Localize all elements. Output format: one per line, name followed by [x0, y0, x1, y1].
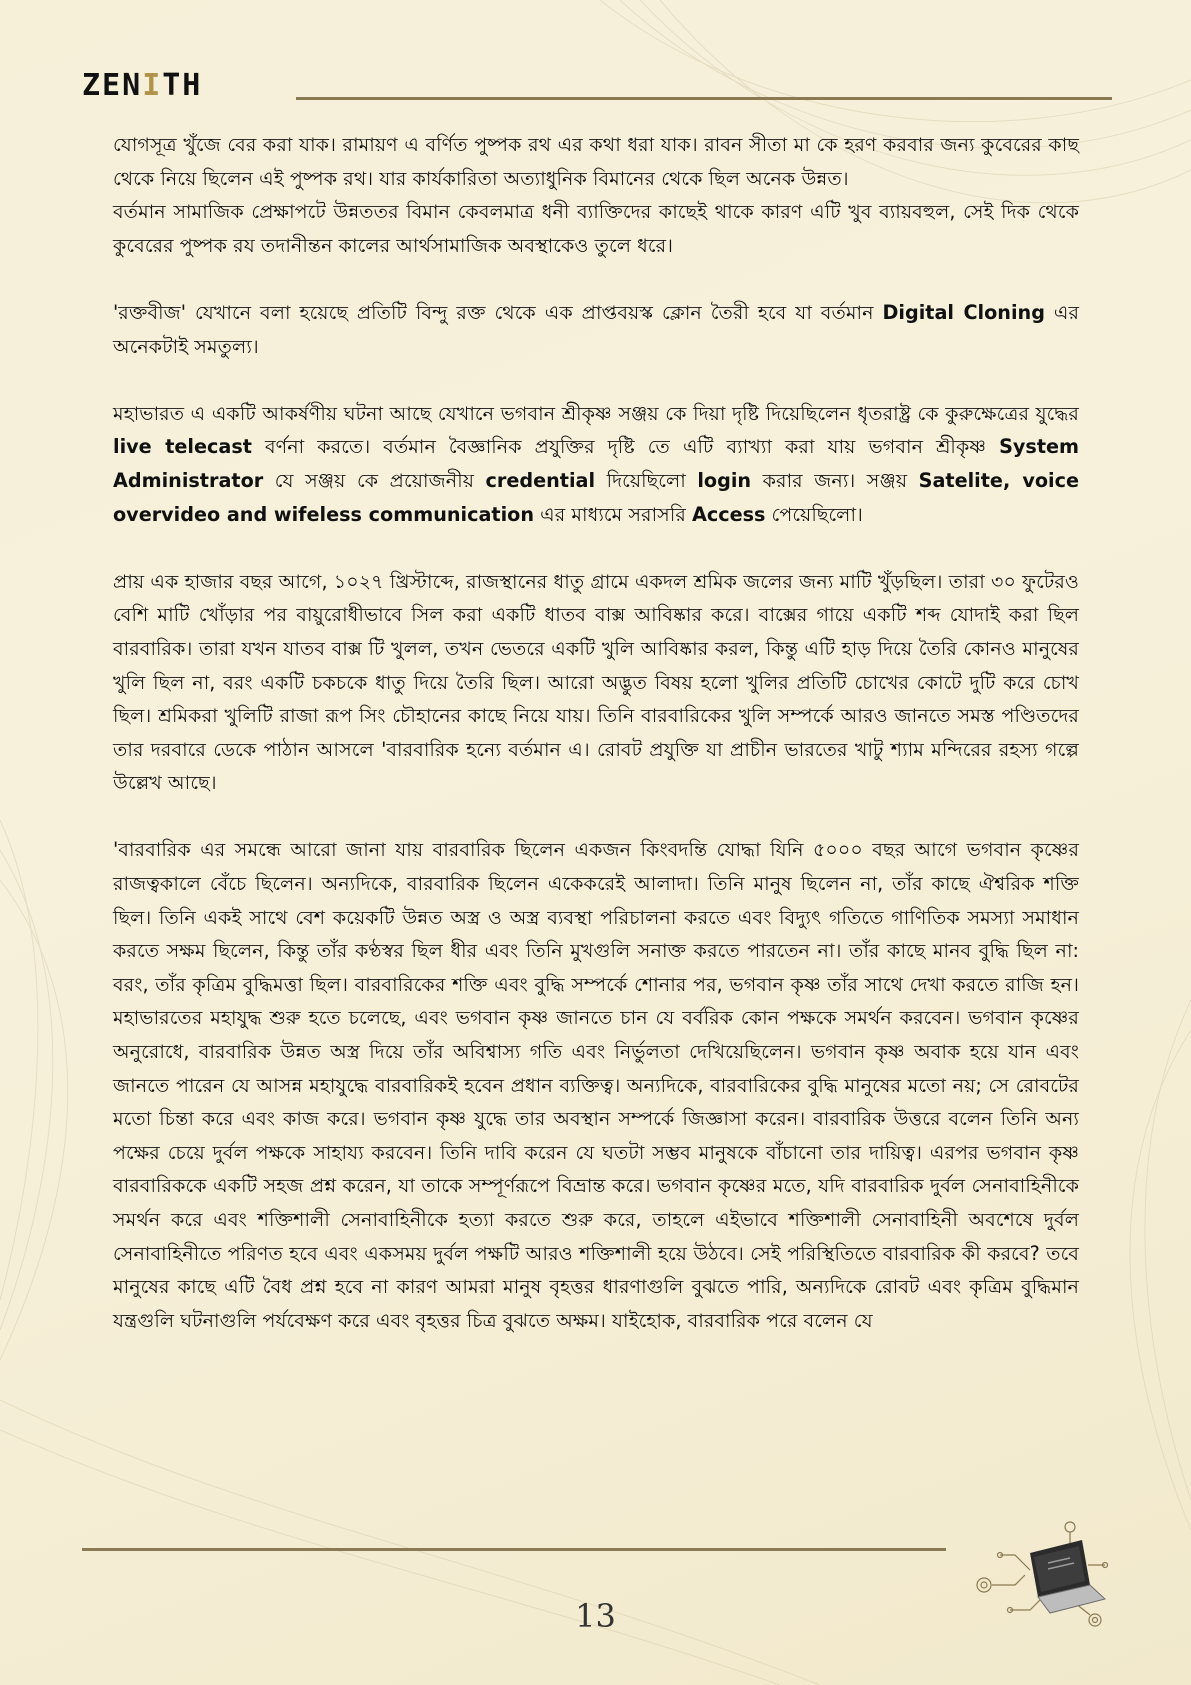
bold-term: System Administrator — [113, 435, 1080, 492]
bold-term: live telecast — [113, 435, 252, 459]
paragraph — [113, 195, 1079, 262]
text-run: যোগসূত্র খুঁজে বের করা যাক। রামায়ণ এ বর্ণিত পুষ্পক রথ এর কথা ধরা যাক। রাবন সীতা মা কে হরণ করবার জন্য কুবেরের কাছ থেকে নিয়ে ছিলেন এই পুষ্পক রথ। যার কার্যকারিতা অত্যাধুনিক বিমানের থেকে ছিল অনেক উন্নত। — [113, 133, 1079, 190]
paragraph — [113, 296, 1079, 363]
text-run: প্রায় এক হাজার বছর আগে, ১০২৭ খ্রিস্টাব্দে, রাজস্থানের ধাতু গ্রামে একদল শ্রমিক জলের জন্য মাটি খুঁড়ছিল। তারা ৩০ ফুটেরও বেশি মাটি খোঁড়ার পর বায়ুরোধীভাবে সিল করা একটি ধাতব বাক্স আবিষ্কার করে। বাক্সের গায়ে একটি শব্দ যোদাই করা ছিল বারবারিক। তারা যখন যাতব বাক্স টি খুলল, তখন ভেতরে একটি খুলি আবিষ্কার করল, কিন্তু এটি হাড় দিয়ে তৈরি কোনও মানুষের খুলি ছিল না, বরং একটি চকচকে ধাতু দিয়ে তৈরি ছিল। আরো অদ্ভুত বিষয় হলো খুলির প্রতিটি চোখের কোটে দুটি করে চোখ ছিল। শ্রমিকরা খুলিটি রাজা রূপ সিং চৌহানের কাছে নিয়ে যায়। তিনি বারবারিকের খুলি সম্পর্কে আরও জানতে সমস্ত পণ্ডিতদের তার দরবারে ডেকে পাঠান আসলে 'বারবারিক হন্যে বর্তমান এ। রোবট প্রযুক্তি যা প্রাচীন ভারতের খাটু শ্যাম মন্দিরের রহস্য গল্পে উল্লেখ আছে। — [113, 569, 1079, 795]
bold-term: login — [697, 468, 752, 492]
paragraph — [113, 833, 1079, 1337]
circuit-laptop-illustration — [970, 1515, 1120, 1635]
page-header — [82, 68, 1112, 104]
footer-rule — [82, 1548, 946, 1551]
paragraph — [113, 565, 1079, 800]
bold-term: Access — [691, 502, 766, 526]
bold-term: credential — [485, 468, 596, 492]
text-run: করার জন্য। সঞ্জয় — [751, 468, 919, 492]
article-body — [113, 128, 1079, 1371]
text-run: 'বারবারিক এর সমন্ধে আরো জানা যায় বারবারিক ছিলেন একজন কিংবদন্তি যোদ্ধা যিনি ৫০০০ বছর আগে ভগবান কৃষ্ণের রাজত্বকালে বেঁচে ছিলেন। অন্যদিকে, বারবারিক ছিলেন একেকরেই আলাদা। তিনি মানুষ ছিলেন না, তাঁর কাছে ঐশ্বরিক শক্তি ছিল। তিনি একই সাথে বেশ কয়েকটি উন্নত অস্ত্র ও অস্ত্র ব্যবস্থা পরিচালনা করতে এবং বিদ্যুৎ গতিতে গাণিতিক সমস্যা সমাধান করতে সক্ষম ছিলেন, কিন্তু তাঁর কণ্ঠস্বর ছিল ধীর এবং তিনি মুখগুলি সনাক্ত করতে পারতেন না। তাঁর কাছে মানব বুদ্ধি ছিল না: বরং, তাঁর কৃত্রিম বুদ্ধিমত্তা ছিল। বারবারিকের শক্তি এবং বুদ্ধি সম্পর্কে শোনার পর, ভগবান কৃষ্ণ তাঁর সাথে দেখা করতে রাজি হন। মহাভারতের মহাযুদ্ধ শুরু হতে চলেছে, এবং ভগবান কৃষ্ণ জানতে চান যে বর্বরিক কোন পক্ষকে সমর্থন করবেন। ভগবান কৃষ্ণের অনুরোধে, বারবারিক উন্নত অস্ত্র দিয়ে তাঁর অবিশ্বাস্য গতি এবং নির্ভুলতা দেখিয়েছিলেন। ভগবান কৃষ্ণ অবাক হয়ে যান এবং জানতে পারেন যে আসন্ন মহাযুদ্ধে বারবারিকই হবেন প্রধান ব্যক্তিত্ব। অন্যদিকে, বারবারিকের বুদ্ধি মানুষের মতো নয়; সে রোবটের মতো চিন্তা করে এবং কাজ করে। ভগবান কৃষ্ণ যুদ্ধে তার অবস্থান সম্পর্কে জিজ্ঞাসা করেন। বারবারিক উত্তরে বলেন তিনি অন্য পক্ষের চেয়ে দুর্বল পক্ষকে সাহায্য করবেন। তিনি দাবি করেন যে ঘতটা সম্ভব মানুষকে বাঁচানো তার দায়িত্ব। এরপর ভগবান কৃষ্ণ বারবারিককে একটি সহজ প্রশ্ন করেন, যা তাকে সম্পূর্ণরূপে বিভ্রান্ত করে। ভগবান কৃষ্ণের মতে, যদি বারবারিক দুর্বল সেনাবাহিনীকে সমর্থন করে এবং শক্তিশালী সেনাবাহিনীকে হত্যা করতে শুরু করে, তাহলে এইভাবে শক্তিশালী সেনাবাহিনী অবশেষে দুর্বল সেনাবাহিনীতে পরিণত হবে এবং একসময় দুর্বল পক্ষটি আরও শক্তিশালী হয়ে উঠবে। সেই পরিস্থিতিতে বারবারিক কী করবে? তবে মানুষের কাছে এটি বৈধ প্রশ্ন হবে না কারণ আমরা মানুষ বৃহত্তর ধারণাগুলি বুঝতে পারি, অন্যদিকে রোবট এবং কৃত্রিম বুদ্ধিমান যন্ত্রগুলি ঘটনাগুলি পর্যবেক্ষণ করে এবং বৃহত্তর চিত্র বুঝতে অক্ষম। যাইহোক, বারবারিক পরে বলেন যে — [113, 838, 1079, 1332]
text-run: এর অনেকটাই সমতুল্য। — [113, 300, 1079, 358]
paragraph — [113, 128, 1079, 195]
text-run: বর্ণনা করতে। বর্তমান বৈজ্ঞানিক প্রযুক্তির দৃষ্টি তে এটি ব্যাখ্যা করা যায় ভগবান শ্রীকৃষ্ণ — [251, 435, 1000, 459]
text-run: যে সঞ্জয় কে প্রয়োজনীয় — [263, 468, 486, 492]
page-number: 13 — [575, 1597, 616, 1635]
text-run: দিয়েছিলো — [595, 468, 698, 492]
text-run: মহাভারত এ একটি আকর্ষণীয় ঘটনা আছে যেখানে ভগবান শ্রীকৃষ্ণ সঞ্জয় কে দিয়া দৃষ্টি দিয়েছিলেন ধৃতরাষ্ট্র কে কুরুক্ষেত্রের যুদ্ধের — [113, 401, 1079, 425]
paragraph — [113, 397, 1079, 531]
text-run: বর্তমান সামাজিক প্রেক্ষাপটে উন্নততর বিমান কেবলমাত্র ধনী ব্যাক্তিদের কাছেই থাকে কারণ এটি খুব ব্যায়বহুল, সেই দিক থেকে কুবেরের পুষ্পক রয তদানীন্তন কালের আর্থসামাজিক অবস্থাকেও তুলে ধরে। — [113, 200, 1079, 257]
header-rule — [296, 97, 1112, 100]
text-run: পেয়েছিলো। — [765, 502, 863, 526]
text-run: এর মাধ্যমে সরাসরি — [534, 502, 692, 526]
bold-term: Digital Cloning — [882, 300, 1045, 324]
zenith-logo: ZENITH — [82, 68, 203, 103]
text-run: 'রক্তবীজ' যেখানে বলা হয়েছে প্রতিটি বিন্দু রক্ত থেকে এক প্রাপ্তবয়স্ক ক্লোন তৈরী হবে যা বর্তমান — [113, 300, 883, 324]
bold-term: Satelite, voice overvideo and wifeless communication — [113, 468, 1079, 526]
